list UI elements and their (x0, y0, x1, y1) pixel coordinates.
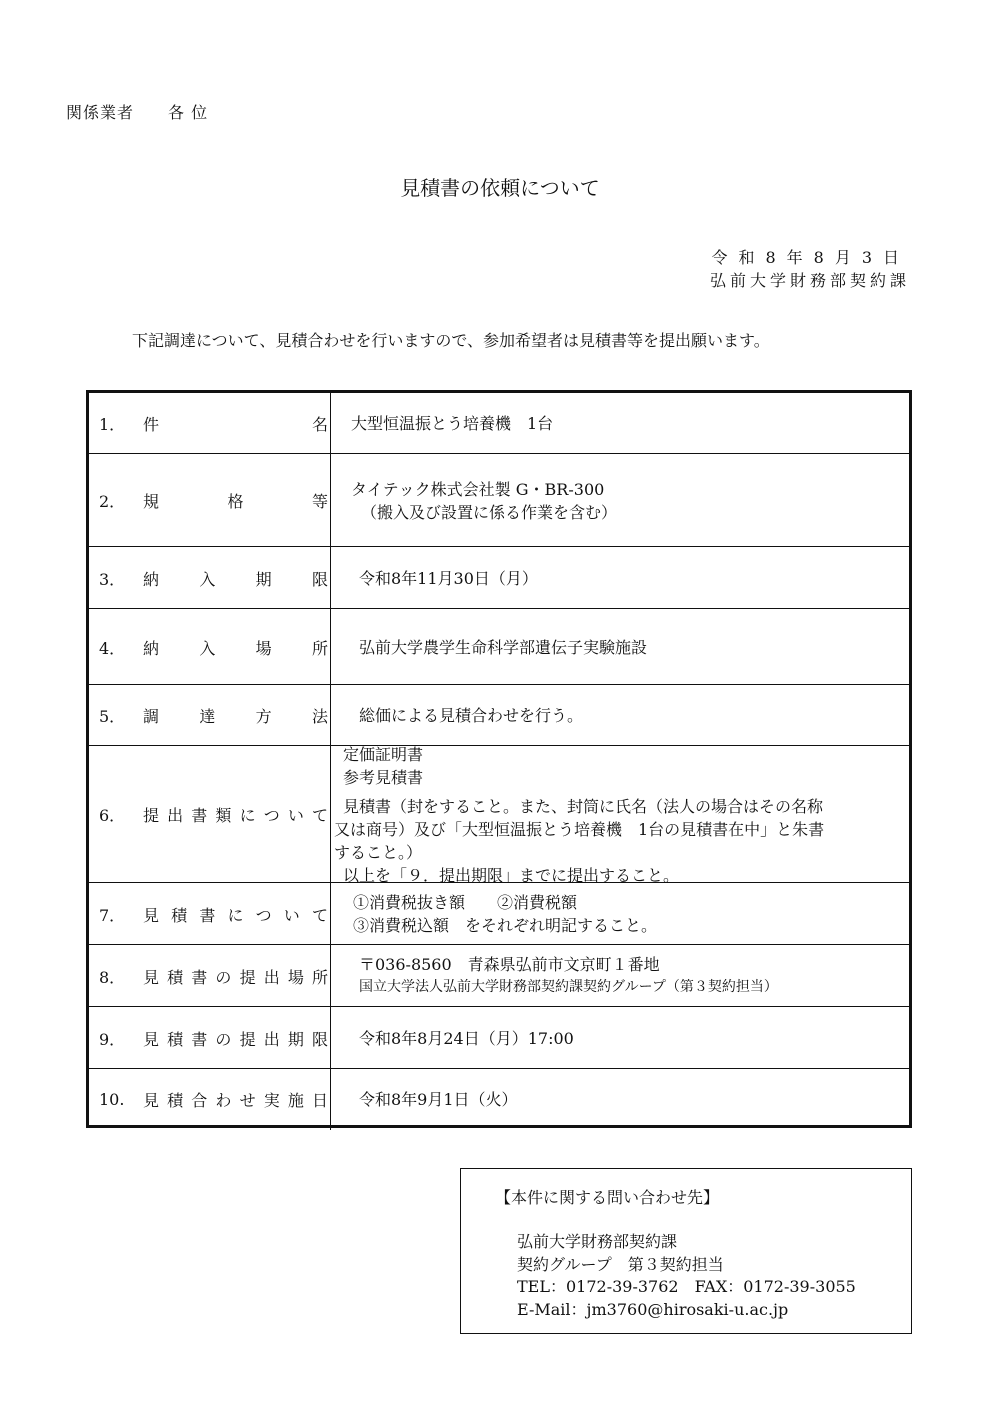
row-value-line: 令和8年9月1日（火） (359, 1090, 518, 1109)
row-label-text: 規 格 等 (143, 492, 328, 511)
row-value-line: 令和8年11月30日（月） (359, 568, 538, 588)
table-row (89, 882, 909, 945)
row-value (331, 1007, 909, 1069)
row-label-text: 調 達 方 法 (143, 707, 328, 726)
table-row (89, 944, 909, 1007)
issue-date: 令和8年8月3日 (711, 248, 910, 267)
table-row (89, 1006, 909, 1069)
row-value (331, 685, 909, 746)
row-label-text: 見 積 書 の 提 出 期 限 (143, 1029, 328, 1049)
row-number: 1． (99, 414, 126, 434)
row-label-text: 見 積 書 の 提 出 場 所 (143, 967, 328, 987)
row-label-text: 納 入 場 所 (143, 638, 328, 658)
row-label (89, 1069, 331, 1130)
row-label (89, 609, 331, 685)
document-title: 見積書の依頼について (400, 176, 600, 200)
row-label-text: 見 積 書 に つ い て (143, 905, 328, 925)
row-value-line: 総価による見積合わせを行う。 (359, 706, 584, 725)
contact-heading: 【本件に関する問い合わせ先】 (495, 1188, 720, 1207)
row-label (89, 547, 331, 609)
intro-paragraph: 下記調達について、見積合わせを行いますので、参加希望者は見積書等を提出願います。 (132, 331, 770, 350)
row-value-line: 定価証明書 (343, 744, 424, 764)
row-label (89, 746, 331, 883)
row-value-line: 〒036-8560 青森県弘前市文京町１番地 (359, 955, 660, 974)
contact-lines (517, 1231, 856, 1321)
contact-line: 弘前大学財務部契約課 (517, 1232, 678, 1251)
row-label (89, 883, 331, 945)
row-number: 2． (99, 492, 126, 511)
row-value-line: ③消費税込額 をそれぞれ明記すること。 (353, 916, 658, 935)
honorific-text: 各 位 (168, 103, 209, 122)
table-row (89, 745, 909, 883)
row-label-text: 納 入 期 限 (143, 569, 328, 589)
row-label (89, 454, 331, 547)
row-value (331, 547, 909, 609)
row-value (331, 609, 909, 685)
row-label-text: 件 名 (143, 414, 328, 434)
table-row (89, 608, 909, 685)
row-number: 7． (99, 905, 126, 925)
table-row (89, 684, 909, 746)
row-value-line: （搬入及び設置に係る作業を含む） (361, 502, 618, 522)
row-value-line: 以上を「９．提出期限」までに提出すること。 (343, 865, 680, 885)
row-value (331, 454, 909, 547)
recipients-text: 関係業者 (66, 103, 135, 122)
row-value (331, 945, 909, 1007)
row-value-line: タイテック株式会社製 G・BR-300 (351, 479, 605, 499)
contact-box (460, 1168, 912, 1334)
row-number: 5． (99, 707, 126, 726)
table-row (89, 393, 909, 453)
row-label (89, 945, 331, 1007)
row-value-line: 国立大学法人弘前大学財務部契約課契約グループ（第３契約担当） (359, 979, 778, 995)
row-label (89, 393, 331, 453)
row-value (331, 1069, 909, 1130)
contact-line: E-Mail：jm3760@hirosaki-u.ac.jp (517, 1299, 789, 1319)
row-number: 9． (99, 1029, 126, 1049)
row-label (89, 685, 331, 746)
row-value-line: 弘前大学農学生命科学部遺伝子実験施設 (359, 637, 648, 657)
row-value-line: ①消費税抜き額 ②消費税額 (353, 893, 578, 912)
contact-line: TEL：0172-39-3762 FAX：0172-39-3055 (517, 1277, 856, 1296)
row-number: 10. (99, 1090, 125, 1109)
row-value-line: 見積書（封をすること。また、封筒に氏名（法人の場合はその名称 (343, 796, 824, 816)
request-details-table (86, 390, 912, 1128)
row-label (89, 1007, 331, 1069)
table-row (89, 453, 909, 547)
row-label-text: 提 出 書 類 に つ い て (143, 806, 328, 825)
row-value (331, 393, 909, 453)
row-value-line: 令和8年8月24日（月）17:00 (359, 1028, 574, 1048)
row-number: 8． (99, 967, 126, 987)
row-value-line: 又は商号）及び「大型恒温振とう培養機 1台の見積書在中」と朱書 (334, 819, 825, 839)
row-number: 4． (99, 638, 126, 658)
row-value-line: 参考見積書 (343, 767, 424, 787)
issuing-organization: 弘前大学財務部契約課 (709, 271, 910, 290)
row-label-text: 見 積 合 わ せ 実 施 日 (143, 1091, 328, 1110)
row-number: 3． (99, 569, 126, 589)
row-number: 6． (99, 806, 126, 825)
recipients-line (66, 100, 208, 123)
row-value (331, 746, 909, 883)
row-value-line: 大型恒温振とう培養機 1台 (351, 413, 554, 433)
contact-line: 契約グループ 第３契約担当 (517, 1254, 724, 1274)
table-row (89, 1068, 909, 1130)
table-row (89, 546, 909, 609)
row-value (331, 883, 909, 945)
row-value-line: すること。） (334, 842, 423, 862)
